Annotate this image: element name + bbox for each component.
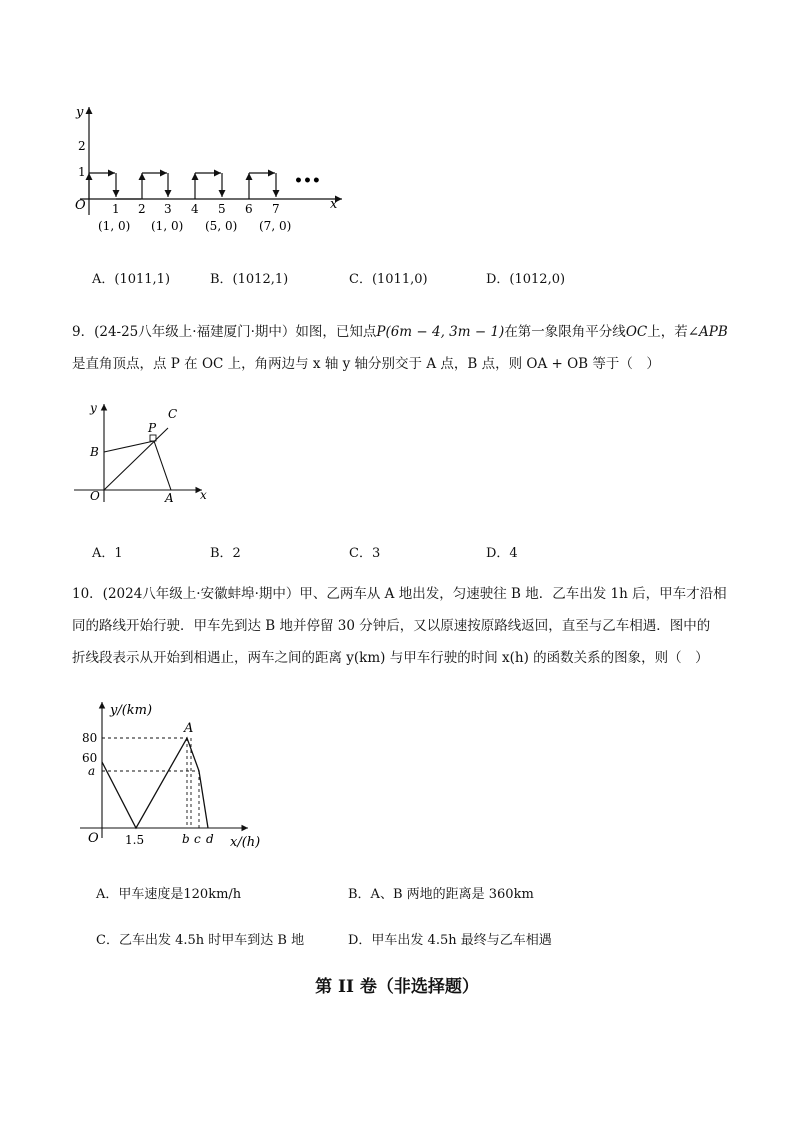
q10-option-c[interactable]: C．乙车出发 4.5h 时甲车到达 B 地 — [96, 933, 305, 948]
q9-line-2: 是直角顶点，点 P 在 OC 上，角两边与 x 轴 y 轴分别交于 A 点，B 点，则 OA + OB 等于（ ） — [72, 356, 660, 372]
q10-y-label: y/(km) — [110, 703, 153, 718]
q10-xc: c — [194, 832, 201, 846]
q10-line-3: 折线段表示从开始到相遇止，两车之间的距离 y(km) 与甲车行驶的时间 x(h) 的函数关系的图象，则（ ） — [72, 650, 709, 666]
q10-x15: 1.5 — [125, 833, 145, 847]
q8-x-tick-6: 6 — [245, 202, 253, 216]
q9-option-c[interactable]: C．3 — [349, 546, 381, 561]
q8-x-label: x — [330, 197, 338, 212]
q10-ya: a — [88, 764, 96, 778]
q8-x-tick-1: 1 — [112, 202, 120, 216]
q9-line-1: 9．(24-25八年级上·福建厦门·期中）如图，已知点P(6m − 4, 3m − 1)在第一象限角平分线OC上，若∠APB — [72, 324, 728, 340]
q8-y-tick-1: 1 — [78, 165, 86, 179]
q9-fig-x: x — [200, 488, 207, 502]
q9-fig-b: B — [90, 445, 99, 459]
q8-origin: O — [75, 198, 86, 213]
q9-fig-o: O — [90, 489, 100, 503]
q10-line-1: 10．(2024八年级上·安徽蚌埠·期中）甲、乙两车从 A 地出发，匀速驶往 B 地．乙车出发 1h 后，甲车才沿相 — [72, 586, 727, 602]
q8-x-tick-5: 5 — [218, 202, 226, 216]
q9-fig-a: A — [165, 491, 174, 505]
q10-option-a[interactable]: A．甲车速度是120km/h — [96, 887, 242, 902]
q10-peak-label: A — [184, 721, 194, 736]
q10-option-d[interactable]: D．甲车出发 4.5h 最终与乙车相遇 — [348, 933, 552, 948]
q9-stem — [72, 316, 732, 380]
q8-x-tick-3: 3 — [164, 202, 172, 216]
q8-y-label: y — [76, 105, 84, 120]
q10-y60: 60 — [82, 751, 98, 765]
q10-x-label: x/(h) — [230, 835, 261, 850]
q9-fig-p: P — [148, 421, 157, 435]
q10-origin: O — [88, 831, 99, 846]
section-title: 第 II 卷（非选择题） — [315, 977, 479, 997]
q9-option-a[interactable]: A．1 — [92, 546, 123, 561]
q8-x-tick-2: 2 — [138, 202, 146, 216]
q8-option-b[interactable]: B．(1012,1) — [210, 272, 289, 287]
q10-graph-line — [102, 738, 208, 828]
q8-ellipsis: ••• — [294, 173, 321, 189]
q8-point-label-2: (1, 0) — [151, 219, 184, 233]
q10-guides — [102, 738, 199, 828]
q10-xb: b — [182, 832, 190, 846]
q8-option-d[interactable]: D．(1012,0) — [486, 272, 566, 287]
q9-point-expr: P(6m − 4, 3m − 1) — [376, 324, 505, 340]
q8-point-label-3: (5, 0) — [205, 219, 238, 233]
q10-line-2: 同的路线开始行驶．甲车先到达 B 地并停留 30 分钟后，又以原速按原路线返回，直至与乙车相遇．图中的 — [72, 618, 711, 634]
q10-xd: d — [206, 832, 214, 846]
q8-option-c[interactable]: C．(1011,0) — [349, 272, 428, 287]
q9-option-b[interactable]: B．2 — [210, 546, 241, 561]
q9-figure — [70, 398, 220, 510]
q10-stem — [72, 578, 732, 674]
q9-segment-pa — [154, 441, 171, 490]
q8-point-label-1: (1, 0) — [98, 219, 131, 233]
q10-figure — [80, 696, 270, 854]
q8-x-tick-7: 7 — [272, 202, 280, 216]
q9-option-d[interactable]: D．4 — [486, 546, 518, 561]
q9-fig-c: C — [168, 407, 178, 421]
q10-y80: 80 — [82, 731, 98, 745]
q8-path — [89, 173, 276, 199]
q10-option-b[interactable]: B．A、B 两地的距离是 360km — [348, 887, 534, 902]
q8-point-label-4: (7, 0) — [259, 219, 292, 233]
q9-segment-bp — [104, 441, 154, 452]
q8-x-tick-4: 4 — [191, 202, 199, 216]
q8-y-tick-2: 2 — [78, 139, 86, 153]
q9-fig-y: y — [90, 401, 97, 415]
q8-option-a[interactable]: A．(1011,1) — [92, 272, 171, 287]
q8-figure — [60, 95, 360, 240]
q9-line-oc — [104, 428, 168, 490]
